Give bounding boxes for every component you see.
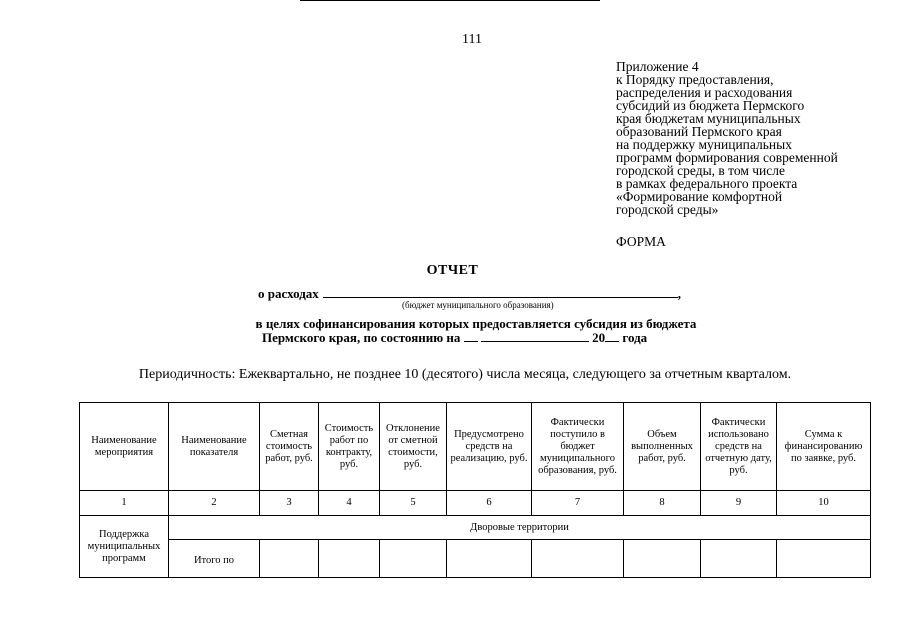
column-header: Наименование показателя [169,403,260,491]
column-number: 7 [532,491,624,516]
appendix-line: Приложение 4 [616,59,699,74]
top-rule [300,0,600,1]
year-word: года [622,330,648,345]
report-table [79,402,871,578]
appendix-line: края бюджетам муниципальных [616,111,801,126]
purpose-line-1: в целях софинансирования которых предоставляется субсидия из бюджета [255,316,697,331]
report-title: ОТЧЕТ [426,263,479,278]
budget-caption: (бюджет муниципального образования) [402,300,554,310]
form-label: ФОРМА [616,234,666,249]
column-number: 6 [447,491,532,516]
column-header: Предусмотрено средств на реализацию, руб. [447,403,532,491]
total-label-cell: Итого по [169,540,260,578]
appendix-line: городской среды, в том числе [616,163,786,178]
year-blank[interactable] [605,331,619,342]
column-header: Объем выполненных работ, руб. [624,403,701,491]
column-number: 4 [319,491,380,516]
column-header: Стоимость работ по контракту, руб. [319,403,380,491]
value-cell[interactable] [319,540,380,578]
appendix-line: «Формирование комфортной [616,189,783,204]
appendix-line: на поддержку муниципальных [616,137,792,152]
month-blank[interactable] [481,331,589,342]
value-cell[interactable] [701,540,777,578]
page-number: 111 [462,32,482,47]
purpose-line-2 [262,330,647,346]
column-number: 5 [380,491,447,516]
value-cell[interactable] [260,540,319,578]
day-blank[interactable] [464,331,478,342]
column-number: 8 [624,491,701,516]
appendix-line: образований Пермского края [616,124,782,139]
value-cell[interactable] [777,540,871,578]
table-row [80,516,871,540]
table-row [80,540,871,578]
appendix-line: программ формирования современной [616,150,838,165]
column-number: 3 [260,491,319,516]
column-header: Отклонение от сметной стоимости, руб. [380,403,447,491]
column-header: Наименование мероприятия [80,403,169,491]
section-label-cell: Дворовые территории [169,516,871,540]
column-number: 9 [701,491,777,516]
column-number: 1 [80,491,169,516]
expenses-prefix: о расходах [258,286,319,301]
appendix-line: городской среды» [616,202,719,217]
purpose-line-2-text: Пермского края, по состоянию на [262,330,461,345]
value-cell[interactable] [624,540,701,578]
value-cell[interactable] [447,540,532,578]
appendix-line: в рамках федерального проекта [616,176,798,191]
appendix-line: к Порядку предоставления, [616,72,774,87]
appendix-line: распределения и расходования [616,85,793,100]
expenses-suffix: , [677,286,682,301]
table-header-row [80,403,871,491]
column-header: Фактически использовано средств на отчетную дату, руб. [701,403,777,491]
activity-cell: Поддержка муниципальных программ [80,516,169,578]
table-number-row [80,491,871,516]
value-cell[interactable] [532,540,624,578]
value-cell[interactable] [380,540,447,578]
column-header: Фактически поступило в бюджет муниципального образования, руб. [532,403,624,491]
column-number: 2 [169,491,260,516]
budget-blank[interactable] [323,286,678,298]
column-number: 10 [777,491,871,516]
appendix-line: субсидий из бюджета Пермского [616,98,805,113]
periodicity-note: Периодичность: Ежеквартально, не позднее 10 (десятого) числа месяца, следующего за отчетным кварталом. [138,367,792,382]
appendix-block [616,60,896,216]
column-header: Сумма к финансированию по заявке, руб. [777,403,871,491]
column-header: Сметная стоимость работ, руб. [260,403,319,491]
year-prefix: 20 [592,330,606,345]
